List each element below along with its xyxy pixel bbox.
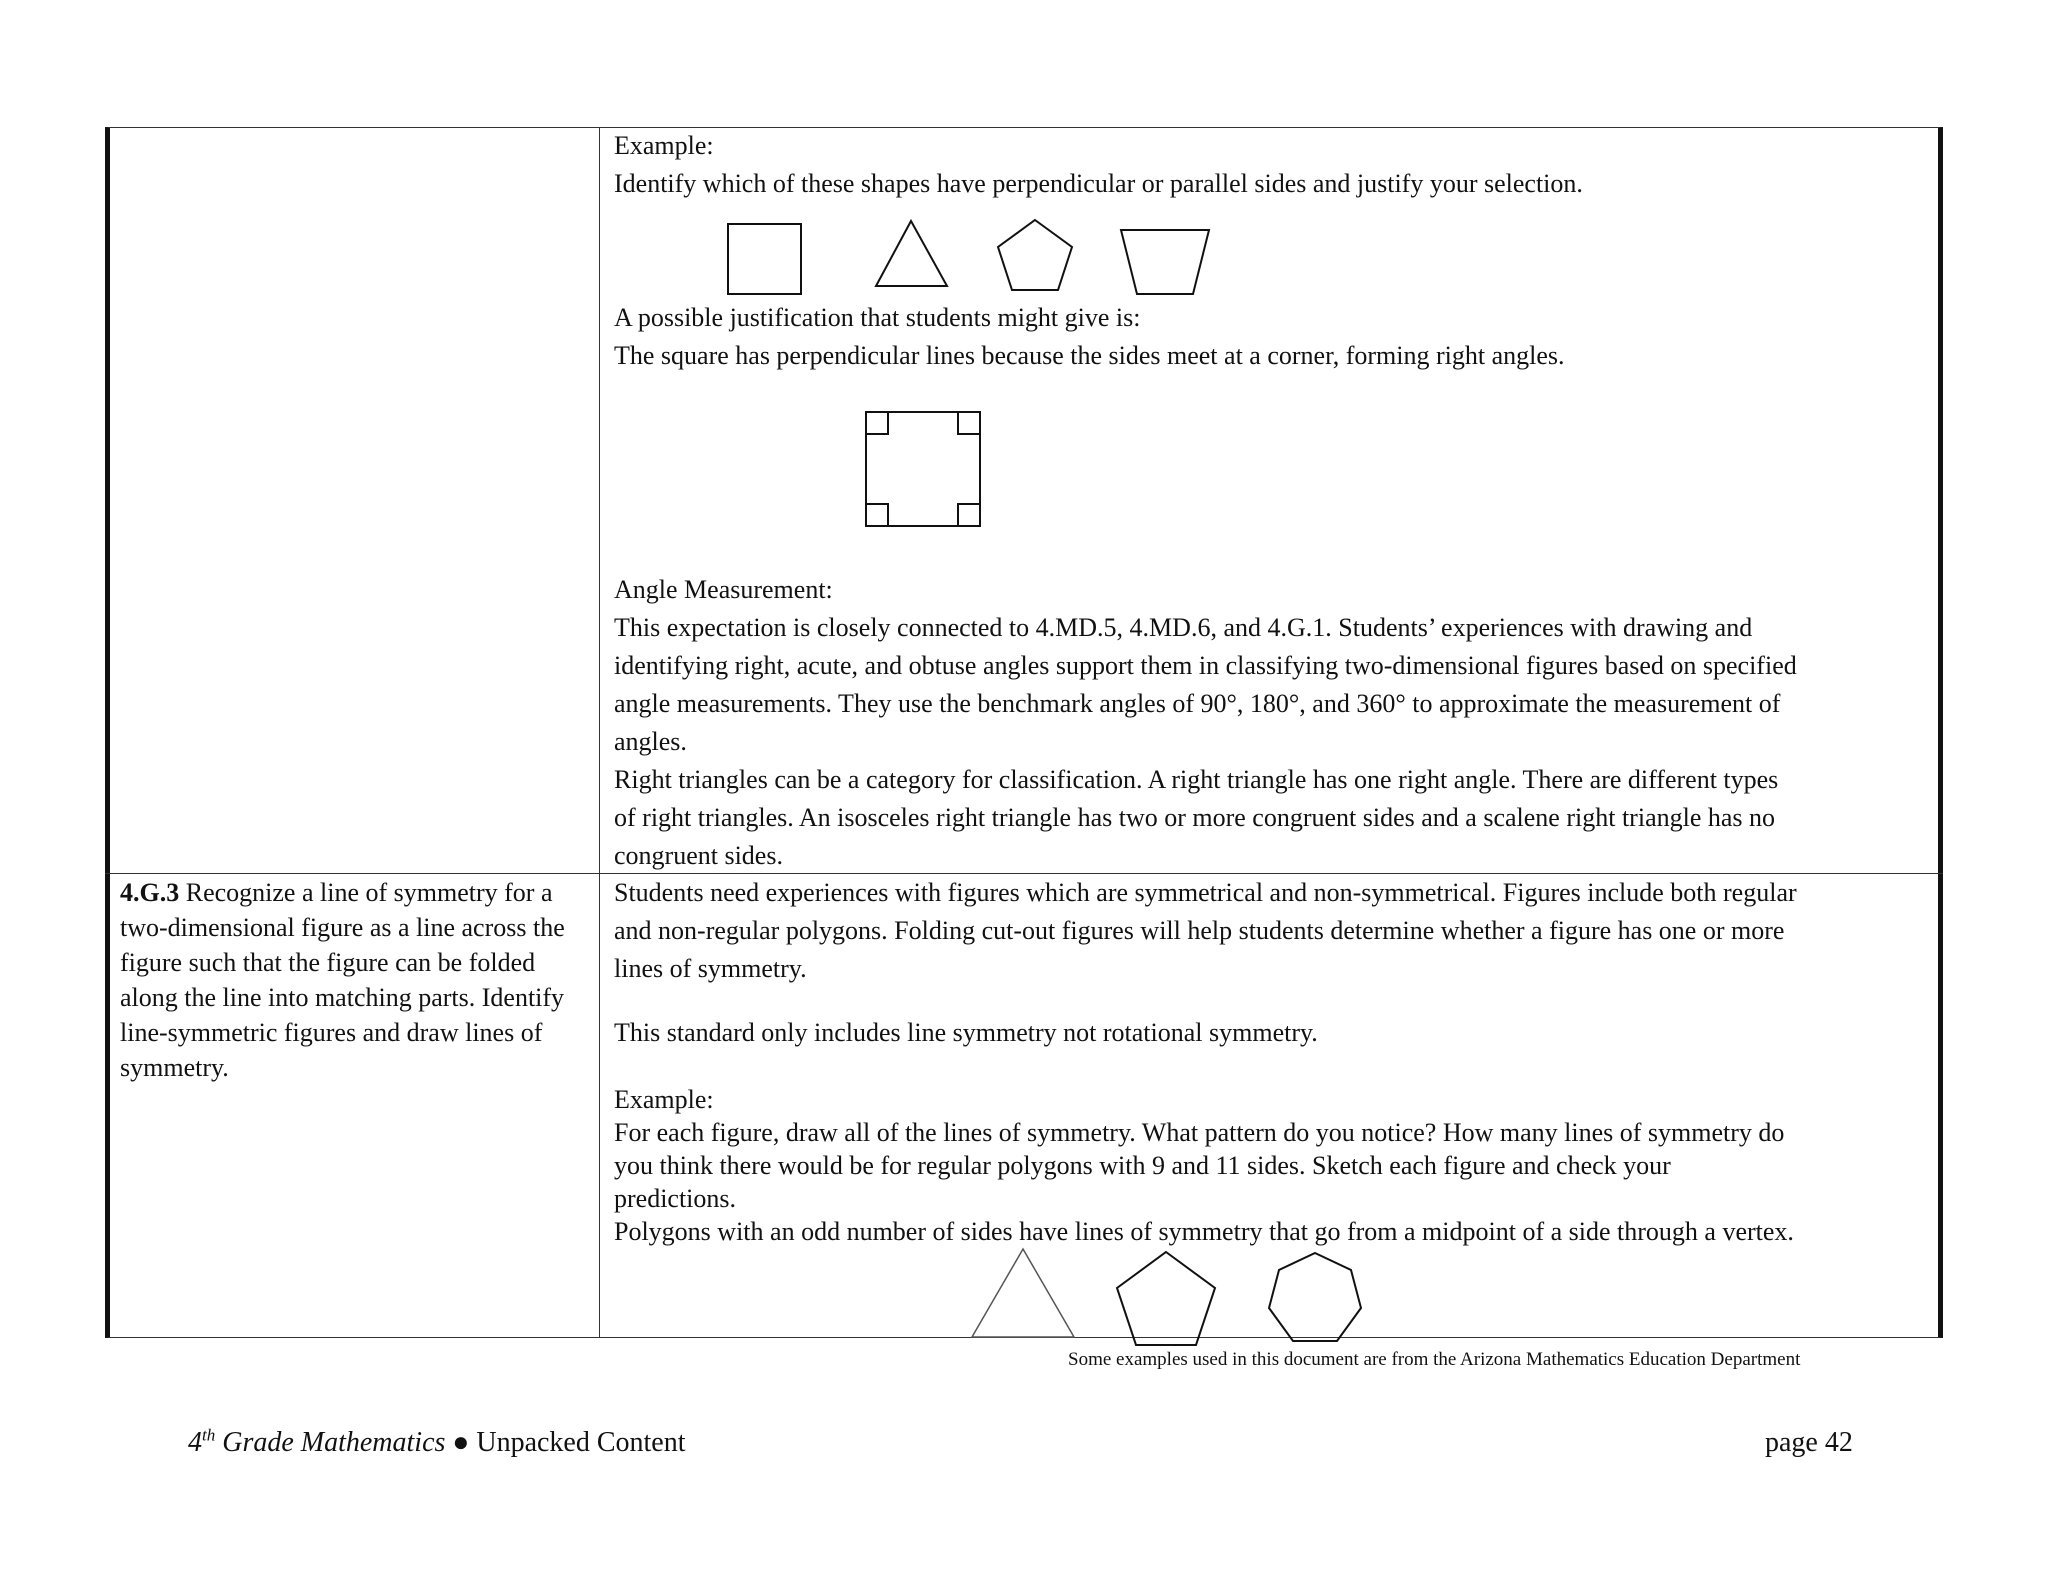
justification-text: The square has perpendicular lines because the sides meet at a corner, forming right angles.	[614, 341, 1565, 370]
footer-title	[188, 1425, 686, 1461]
triangle-icon	[874, 219, 950, 289]
angle-line: angle measurements. They use the benchmark angles of 90°, 180°, and 360° to approximate the measurement of	[614, 689, 1781, 718]
symmetry-note: This standard only includes line symmetry not rotational symmetry.	[614, 1018, 1318, 1047]
angle-line: Right triangles can be a category for classification. A right triangle has one right angle. There are different types	[614, 765, 1779, 794]
symmetry-intro-line: lines of symmetry.	[614, 954, 807, 983]
symmetry-intro-line: and non-regular polygons. Folding cut-out figures will help students determine whether a figure has one or more	[614, 916, 1785, 945]
angle-line: This expectation is closely connected to 4.MD.5, 4.MD.6, and 4.G.1. Students’ experiences with drawing and	[614, 613, 1753, 642]
angle-line: of right triangles. An isosceles right triangle has two or more congruent sides and a scalene right triangle has no	[614, 803, 1776, 832]
square-icon	[727, 223, 803, 295]
footer-subject: Grade Mathematics	[215, 1427, 446, 1458]
example-heading: Example:	[614, 131, 714, 160]
example-question: Identify which of these shapes have perpendicular or parallel sides and justify your selection.	[614, 169, 1583, 198]
heptagon-icon	[1266, 1251, 1364, 1347]
symmetry-example-heading: Example:	[614, 1085, 714, 1114]
pentagon-icon	[1114, 1250, 1218, 1348]
footer-separator: ●	[445, 1427, 477, 1458]
standard-4g3	[120, 875, 595, 1085]
source-credit: Some examples used in this document are from the Arizona Mathematics Education Department	[1068, 1349, 1801, 1370]
symmetry-example-line: predictions.	[614, 1184, 737, 1213]
symmetry-example-line: you think there would be for regular polygons with 9 and 11 sides. Sketch each figure and check your	[614, 1151, 1671, 1180]
pentagon-icon	[996, 218, 1074, 292]
angle-line: angles.	[614, 727, 687, 756]
symmetry-intro-line: Students need experiences with figures which are symmetrical and non-symmetrical. Figures include both regular	[614, 878, 1797, 907]
square-right-angles-icon	[865, 411, 985, 531]
angle-line: identifying right, acute, and obtuse angles support them in classifying two-dimensional figures based on specified	[614, 651, 1797, 680]
trapezoid-icon	[1119, 228, 1211, 296]
angle-measurement-heading: Angle Measurement:	[614, 575, 833, 604]
column-divider	[599, 127, 600, 1338]
grade-suffix: th	[202, 1425, 216, 1445]
justification-intro: A possible justification that students might give is:	[614, 303, 1141, 332]
grade-number: 4	[188, 1427, 202, 1458]
triangle-icon	[970, 1247, 1076, 1341]
page-number: page 42	[1765, 1427, 1853, 1458]
angle-line: congruent sides.	[614, 841, 783, 870]
symmetry-example-line: Polygons with an odd number of sides have lines of symmetry that go from a midpoint of a side through a vertex.	[614, 1217, 1794, 1246]
standard-text: Recognize a line of symmetry for a two-dimensional figure as a line across the figure such that the figure can be folded along the line into matching parts. Identify line-symmetric figures and draw lines of symmetry.	[120, 878, 565, 1082]
footer-doc-title: Unpacked Content	[476, 1427, 686, 1458]
symmetry-example-line: For each figure, draw all of the lines of symmetry. What pattern do you notice? How many lines of symmetry do	[614, 1118, 1785, 1147]
standard-code: 4.G.3	[120, 878, 180, 907]
